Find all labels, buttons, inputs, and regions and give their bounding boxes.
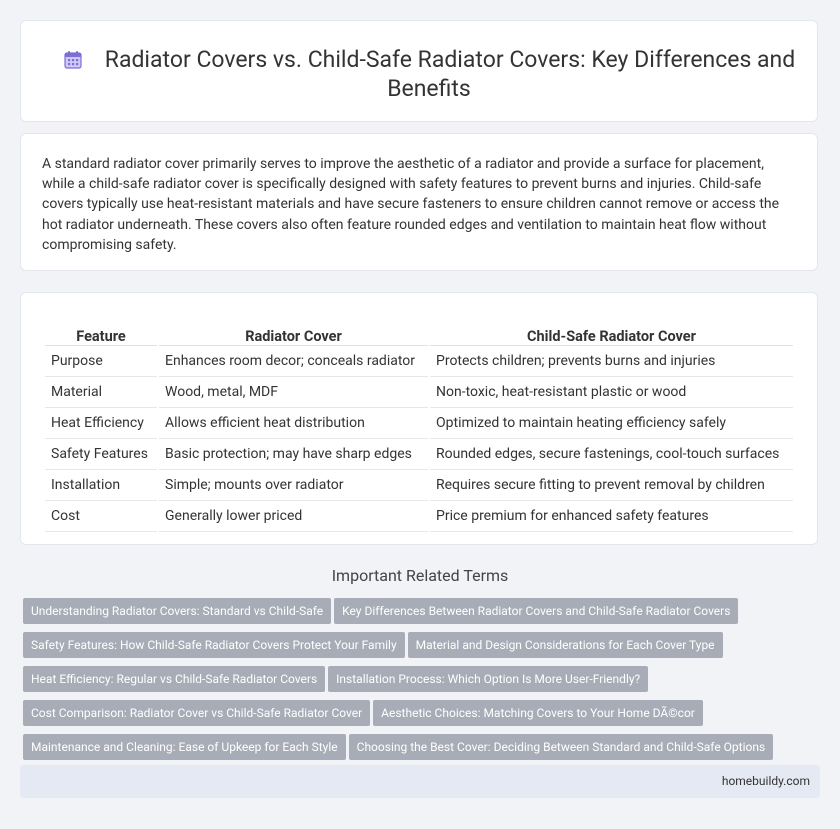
table-header-row — [45, 311, 793, 346]
feature-cell: Purpose — [45, 346, 157, 377]
related-term-tag[interactable]: Cost Comparison: Radiator Cover vs Child-Safe Radiator Cover — [23, 700, 370, 726]
child-safe-cell: Requires secure fitting to prevent removal by children — [430, 470, 793, 501]
header-child-safe-cover: Child-Safe Radiator Cover — [430, 311, 793, 346]
feature-cell: Safety Features — [45, 439, 157, 470]
calendar-icon — [63, 50, 83, 70]
comparison-card — [20, 292, 818, 545]
intro-card — [20, 133, 818, 271]
related-term-tag[interactable]: Understanding Radiator Covers: Standard vs Child-Safe — [23, 598, 331, 624]
related-term-tag[interactable]: Maintenance and Cleaning: Ease of Upkeep for Each Style — [23, 734, 346, 760]
table-row — [45, 501, 793, 532]
page-title — [61, 45, 797, 103]
comparison-table — [43, 311, 795, 532]
page-title-text: Radiator Covers vs. Child-Safe Radiator Covers: Key Differences and Benefits — [104, 46, 796, 102]
table-row — [45, 470, 793, 501]
radiator-cover-cell: Simple; mounts over radiator — [159, 470, 428, 501]
radiator-cover-cell: Enhances room decor; conceals radiator — [159, 346, 428, 377]
child-safe-cell: Protects children; prevents burns and injuries — [430, 346, 793, 377]
table-row — [45, 346, 793, 377]
related-terms-heading: Important Related Terms — [331, 566, 509, 585]
header-radiator-cover: Radiator Cover — [159, 311, 428, 346]
feature-cell: Cost — [45, 501, 157, 532]
related-term-tag[interactable]: Safety Features: How Child-Safe Radiator Covers Protect Your Family — [23, 632, 405, 658]
feature-cell: Material — [45, 377, 157, 408]
child-safe-cell: Non-toxic, heat-resistant plastic or wood — [430, 377, 793, 408]
table-row — [45, 408, 793, 439]
radiator-cover-cell: Wood, metal, MDF — [159, 377, 428, 408]
table-row — [45, 377, 793, 408]
footer-site-link[interactable]: homebuildy.com — [721, 774, 810, 788]
radiator-cover-cell: Generally lower priced — [159, 501, 428, 532]
feature-cell: Heat Efficiency — [45, 408, 157, 439]
related-term-tag[interactable]: Material and Design Considerations for Each Cover Type — [408, 632, 723, 658]
child-safe-cell: Price premium for enhanced safety features — [430, 501, 793, 532]
radiator-cover-cell: Allows efficient heat distribution — [159, 408, 428, 439]
related-term-tag[interactable]: Heat Efficiency: Regular vs Child-Safe Radiator Covers — [23, 666, 325, 692]
child-safe-cell: Rounded edges, secure fastenings, cool-touch surfaces — [430, 439, 793, 470]
related-term-tag[interactable]: Aesthetic Choices: Matching Covers to Your Home DÃ©cor — [373, 700, 703, 726]
footer — [20, 765, 820, 798]
related-terms-list — [23, 598, 823, 768]
table-row — [45, 439, 793, 470]
feature-cell: Installation — [45, 470, 157, 501]
related-term-tag[interactable]: Installation Process: Which Option Is More User-Friendly? — [328, 666, 648, 692]
header-feature: Feature — [45, 311, 157, 346]
child-safe-cell: Optimized to maintain heating efficiency safely — [430, 408, 793, 439]
radiator-cover-cell: Basic protection; may have sharp edges — [159, 439, 428, 470]
related-term-tag[interactable]: Choosing the Best Cover: Deciding Between Standard and Child-Safe Options — [349, 734, 774, 760]
related-term-tag[interactable]: Key Differences Between Radiator Covers and Child-Safe Radiator Covers — [334, 598, 738, 624]
intro-paragraph: A standard radiator cover primarily serves to improve the aesthetic of a radiator and provide a surface for placement, while a child-safe radiator cover is specifically designed with safety features to prevent burns and injuries. Child-safe covers typically use heat-resistant materials and have secure fasteners to ensure children cannot remove or access the hot radiator underneath. These covers also often feature rounded edges and ventilation to maintain heat flow without compromising safety. — [42, 156, 780, 253]
title-card — [20, 20, 818, 122]
